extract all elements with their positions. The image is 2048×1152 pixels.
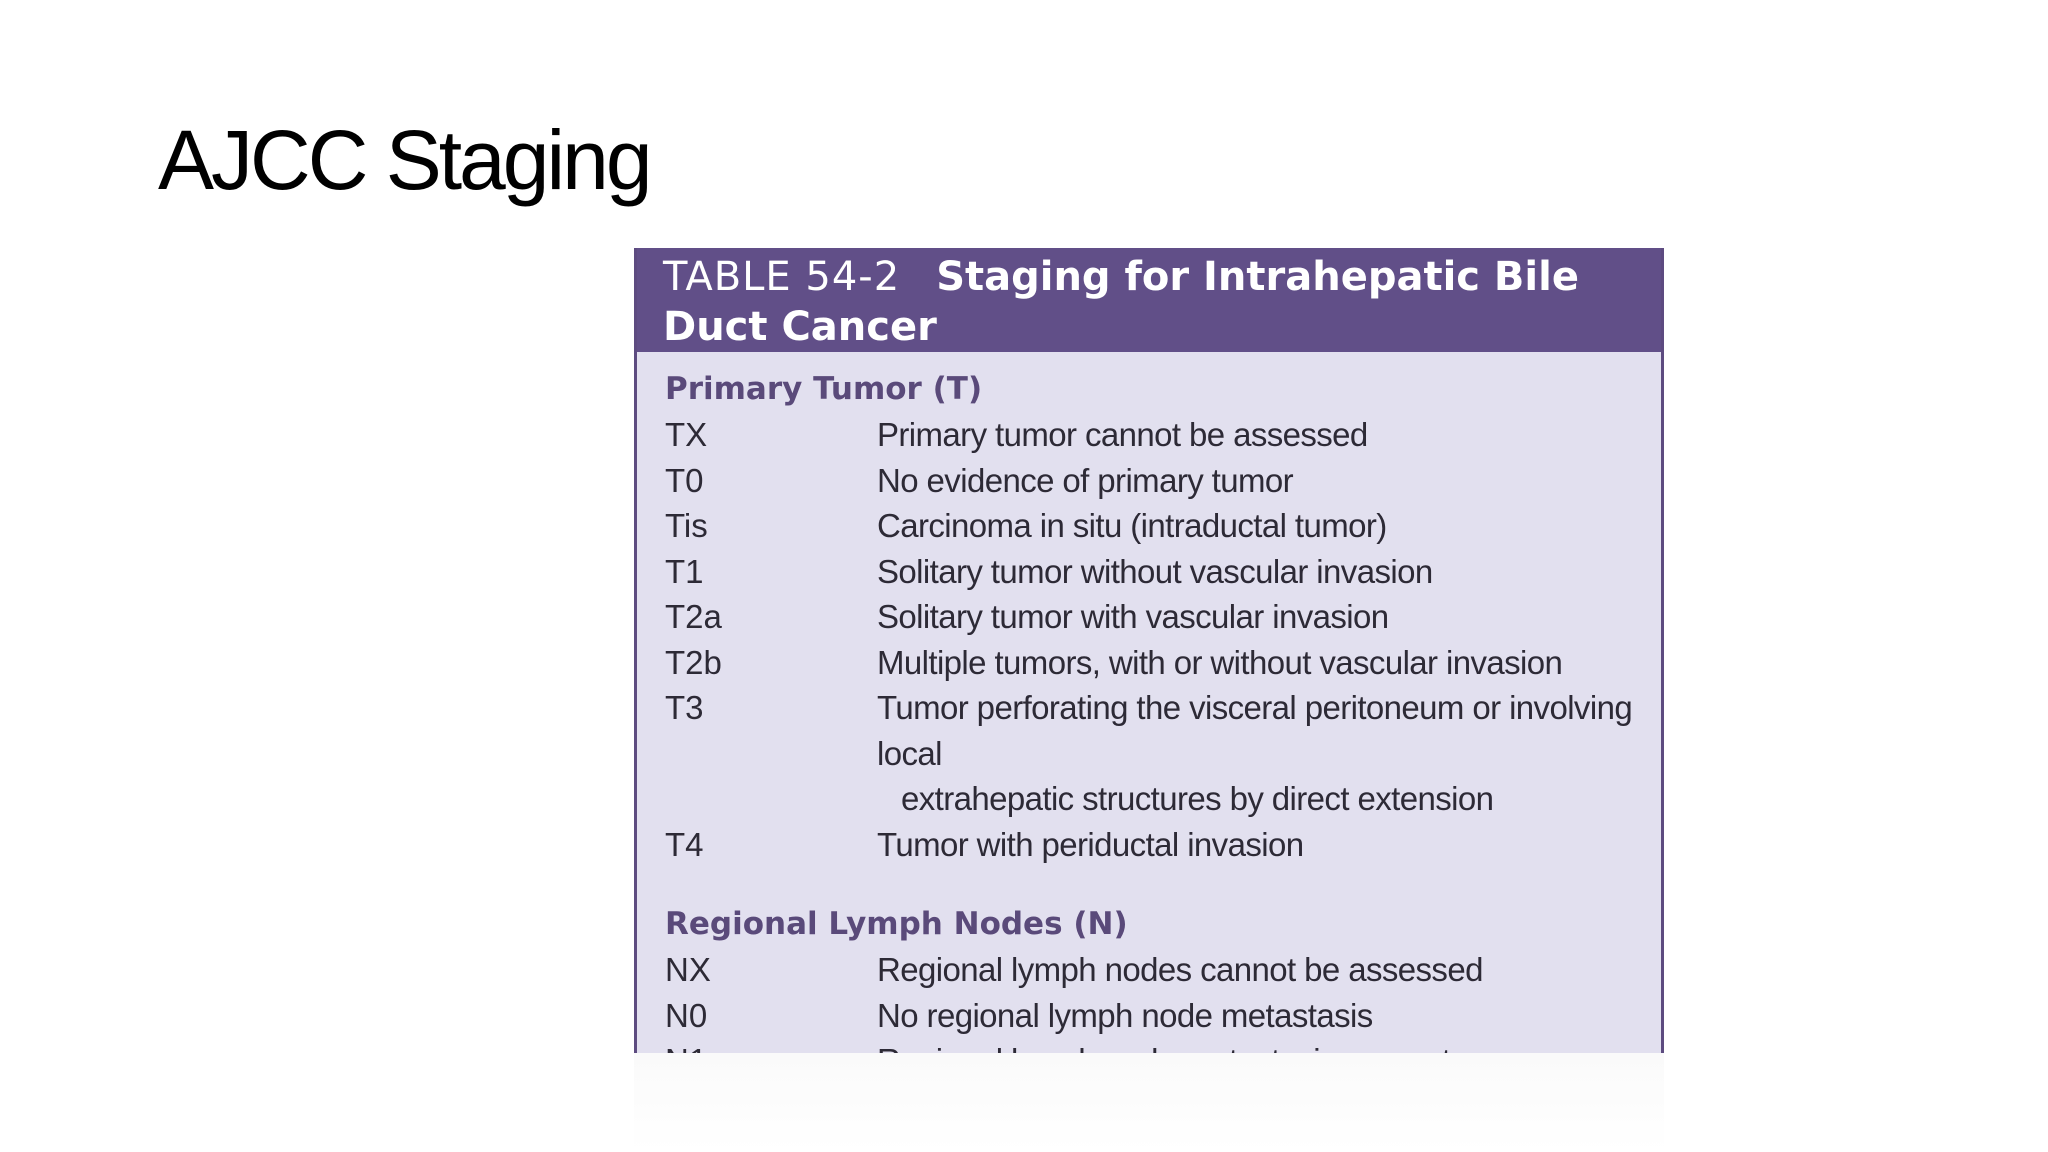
stage-code: T1 — [665, 552, 704, 590]
stage-code: T2a — [665, 598, 722, 635]
table-row — [665, 412, 1637, 458]
table-row — [665, 594, 1637, 640]
stage-description-line: Tumor perforating the visceral peritoneum or involving local — [877, 689, 1633, 772]
stage-description — [877, 685, 1637, 822]
stage-description: Regional lymph nodes cannot be assessed — [877, 951, 1483, 988]
stage-description: Tumor with periductal invasion — [877, 825, 1304, 863]
section-heading-primary-tumor: Primary Tumor (T) — [665, 371, 983, 407]
stage-description: Solitary tumor without vascular invasion — [877, 552, 1433, 590]
stage-code: N0 — [665, 996, 708, 1034]
section-heading-lymph-nodes: Regional Lymph Nodes (N) — [665, 906, 1128, 942]
table-row — [665, 549, 1637, 595]
stage-code: T0 — [665, 461, 704, 499]
stage-description: No regional lymph node metastasis — [877, 996, 1373, 1034]
stage-description: Primary tumor cannot be assessed — [877, 416, 1368, 453]
table-row — [665, 685, 1637, 822]
table-header — [637, 248, 1661, 352]
table-row — [665, 993, 1637, 1039]
stage-code: T4 — [665, 825, 704, 863]
figure-shadow — [634, 1053, 1664, 1152]
table-row — [665, 503, 1637, 549]
stage-code: T3 — [665, 689, 704, 726]
stage-code: NX — [665, 951, 711, 988]
table-row — [665, 640, 1637, 686]
slide-title: AJCC Staging — [158, 113, 650, 207]
stage-code: T2b — [665, 643, 722, 681]
stage-description: Multiple tumors, with or without vascular invasion — [877, 643, 1563, 681]
table-row — [665, 822, 1637, 868]
table-row — [665, 458, 1637, 504]
table-caption: Staging for Intrahepatic Bile Duct Cancer — [663, 254, 1579, 350]
staging-table — [634, 248, 1664, 1053]
stage-description: Solitary tumor with vascular invasion — [877, 598, 1389, 635]
table-number: TABLE 54-2 — [663, 254, 901, 300]
stage-description: Carcinoma in situ (intraductal tumor) — [877, 507, 1387, 544]
stage-description: No evidence of primary tumor — [877, 461, 1294, 499]
stage-code: TX — [665, 416, 708, 453]
stage-description-continuation: extrahepatic structures by direct extension — [901, 780, 1494, 817]
stage-code: Tis — [665, 507, 708, 544]
table-body — [637, 352, 1661, 1084]
table-row — [665, 947, 1637, 993]
